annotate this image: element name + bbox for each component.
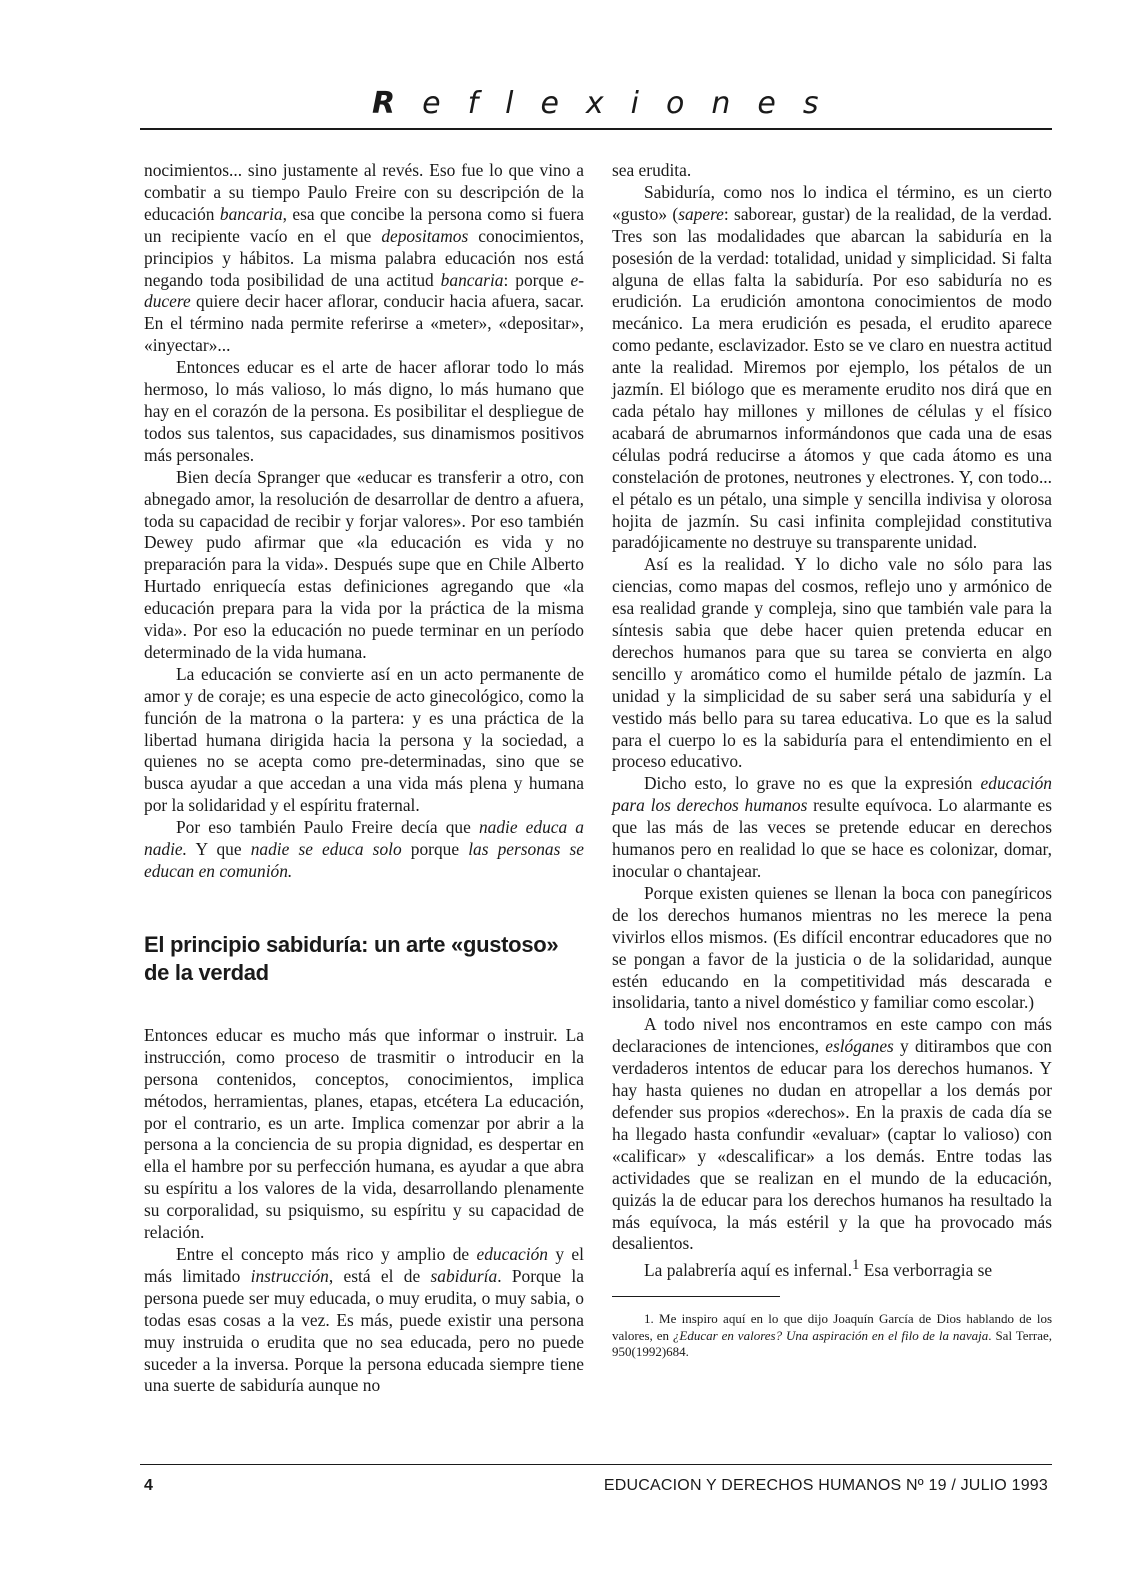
section-title-rest: eflexiones (422, 86, 846, 121)
footnote-reference[interactable]: 1 (852, 1257, 860, 1274)
journal-issue: EDUCACION Y DERECHOS HUMANOS Nº 19 / JULIO 1993 (603, 1477, 1048, 1494)
section-title-initial: R (372, 86, 423, 121)
page-header (140, 80, 1052, 130)
section-title (372, 86, 845, 121)
paragraph: Entonces educar es el arte de hacer aflorar todo lo más hermoso, lo más valioso, lo más digno, lo más humano que hay en el corazón de la persona. Es posibilitar el despliegue de todos sus talentos, sus capacidades, sus dinamismos positivos más personales. (144, 357, 584, 465)
paragraph: Por eso también Paulo Freire decía que nadie educa a nadie. Y que nadie se educa solo porque las personas se educan en comunión. (144, 817, 584, 881)
page-footer (140, 1464, 1052, 1497)
paragraph: Dicho esto, lo grave no es que la expresión educación para los derechos humanos resulte equívoca. Lo alarmante es que las más de las veces se pretende educar en derechos humanos pero en realidad lo que se hace es colonizar, domar, inocular o chantajear. (612, 773, 1052, 881)
page-number: 4 (144, 1477, 153, 1494)
right-column (612, 160, 1052, 1361)
paragraph: A todo nivel nos encontramos en este campo con más declaraciones de intenciones, eslóganes y ditirambos que con verdaderos intentos de educar para los derechos humanos. Y hay hasta quienes no dudan en atropellar a los demás por defender sus propios «derechos». En la praxis de cada día se ha llegado hasta confundir «evaluar» (captar lo valioso) con «calificar» y «descalificar» a los demás. Entre todas las actividades que se realizan en el mundo de la educación, quizás la de educar para los derechos humanos ha resultado la más equívoca, la más estéril y la que ha provocado más desalientos. (612, 1014, 1052, 1254)
paragraph: Bien decía Spranger que «educar es transferir a otro, con abnegado amor, la resolución de desarrollar de dentro a afuera, toda su capacidad de recibir y forjar valores». Por eso también Dewey pudo afirmar que «la educación es vida y no preparación para la vida». Después supe que en Chile Alberto Hurtado enriquecía estas definiciones agregando que «la educación prepara para la vida por la práctica de la misma vida». Por eso la educación no puede terminar en un período determinado de la vida humana. (144, 466, 584, 662)
subheading: El principio sabiduría: un arte «gustoso» de la verdad (144, 931, 559, 985)
paragraph: La palabrería aquí es infernal.$^1$ Esa verborragia se (644, 1257, 993, 1281)
paragraph: sea erudita. (612, 160, 692, 180)
paragraph: Entonces educar es mucho más que informar o instruir. La instrucción, como proceso de trasmitir o introducir en la persona contenidos, conceptos, conocimientos, implica métodos, herramientas, planes, etapas, etcétera La educación, por el contrario, es un arte. Implica comenzar por abrir a la persona a la conciencia de su propia dignidad, es despertar en ella el hambre por su perfección humana, es ayudar a que abra su espíritu a los valores de la vida, desarrollando plenamente su corporalidad, su psiquismo, su espíritu y su capacidad de relación. (144, 1024, 584, 1243)
footnote-divider (612, 1296, 780, 1297)
footnote: 1. Me inspiro aquí en lo que dijo Joaquín García de Dios hablando de los valores, en ¿Educar en valores? Una aspiración en el filo de la navaja. Sal Terrae, 950(1992)684. (612, 1311, 1052, 1360)
paragraph: La educación se convierte así en un acto permanente de amor y de coraje; es una especie de acto ginecológico, como la función de la matrona o la partera: y es una práctica de la libertad humana dirigida hacia la persona y la sociedad, a quienes no se acepta como pre-determinadas, sino que se busca ayudar a que accedan a una vida más plena y humana por la solidaridad y el espíritu fraternal. (144, 663, 584, 816)
paragraph: Así es la realidad. Y lo dicho vale no sólo para las ciencias, como mapas del cosmos, reflejo uno y armónico de esa realidad grande y compleja, sino que también vale para la síntesis sabia que debe hacer quien pretenda educar en derechos humanos para que su tarea se convierta en algo sencillo y aromático como el humilde pétalo de jazmín. La unidad y la simplicidad de su saber será una sabiduría y el vestido más bello para su tarea educativa. Lo que es la salud para el cuerpo lo es la sabiduría para el entendimiento en el proceso educativo. (612, 554, 1052, 772)
paragraph: Sabiduría, como nos lo indica el término, es un cierto «gusto» (sapere: saborear, gustar) de la realidad, de la verdad. Tres son las modalidades que abarcan la sabiduría en la posesión de la verdad: totalidad, unidad y simplicidad. Si falta alguna de ellas falta la sabiduría. Por eso sabiduría no es erudición. La erudición amontona conocimientos de modo mecánico. La mera erudición es pesada, el erudito aparece como pedante, esclavizador. Esto se ve claro en nuestra actitud ante la realidad. Miremos por ejemplo, los pétalos de un jazmín. El biólogo que es meramente erudito nos dirá que en cada pétalo hay millones y millones de células y el físico acabará de abrumarnos informándonos que cada una de esas células podrá reducirse a átomos y que cada átomo es una constelación de protones, neutrones y electrones. Y, con todo... el pétalo es un pétalo, una simple y sencilla indivisa y olorosa hojita de jazmín. Su casi infinita complejidad constitutiva paradójicamente no destruye su transparente unidad. (612, 181, 1052, 553)
paragraph: Entre el concepto más rico y amplio de educación y el más limitado instrucción, está el de sabiduría. Porque la persona puede ser muy educada, o muy erudita, o muy sabia, o todas esas cosas a la vez. Es más, puede existir una persona muy instruida o erudita que no sea educada, pero no puede suceder a la inversa. Porque la persona educada siempre tiene una suerte de sabiduría aunque no (144, 1243, 584, 1396)
paragraph: nocimientos... sino justamente al revés. Eso fue lo que vino a combatir a su tiempo Paulo Freire con su descripción de la educación bancaria, esa que concibe la persona como si fuera un recipiente vacío en el que depositamos conocimientos, principios y hábitos. La misma palabra educación nos está negando toda posibilidad de una actitud bancaria: porque e-ducere quiere decir hacer aflorar, conducir hacia afuera, sacar. En el término nada permite referirse a «meter», «depositar», «inyectar»... (144, 160, 584, 356)
paragraph: Porque existen quienes se llenan la boca con panegíricos de los derechos humanos mientras no les merece la pena vivirlos ellos mismos. (Es difícil encontrar educadores que no se pongan a favor de la justicia o de la solidaridad, aunque estén educando en la competitividad más descarada e insolidaria, tanto a nivel doméstico y familiar como escolar.) (612, 882, 1052, 1013)
left-column (144, 160, 584, 1397)
